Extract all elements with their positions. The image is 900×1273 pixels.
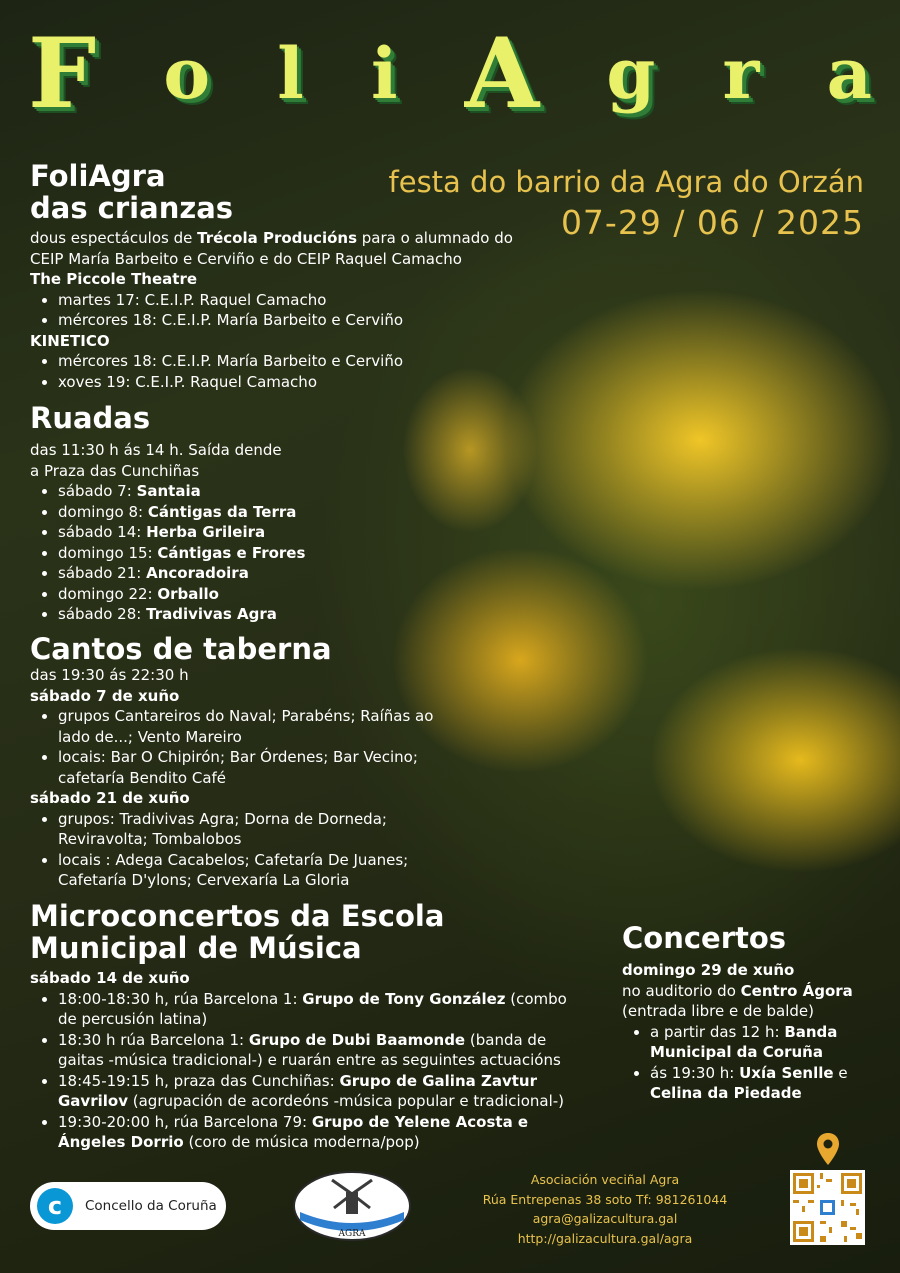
text: CEIP María Barbeito e Cerviño e do CEIP Raquel Camacho: [30, 249, 462, 268]
qr-code-icon: [790, 1170, 865, 1245]
text: Grupo de Yelene Acosta e Ángeles Dorrio: [58, 1112, 529, 1151]
section-ruadas: [30, 402, 590, 625]
email: agra@galizacultura.gal: [532, 1211, 678, 1226]
list-item: [58, 604, 590, 625]
address: Rúa Entrepenas 38 soto Tf: 981261044: [482, 1191, 728, 1207]
qr-code[interactable]: [790, 1170, 865, 1245]
show-name: The Piccole Theatre: [30, 270, 198, 288]
list-item: [650, 1063, 882, 1104]
list-item: • martes 17: C.E.I.P. Raquel Camacho: [58, 290, 590, 311]
list-item: [58, 584, 590, 605]
venue: [622, 981, 882, 1022]
text: Banda Municipal da Coruña: [650, 1022, 838, 1061]
list-item: [58, 543, 590, 564]
section-heading: FoliAgra: [30, 159, 166, 193]
title-letter: F: [28, 17, 97, 130]
event-date: sábado 21 de xuño: [30, 789, 190, 807]
title-letter: l: [277, 32, 304, 115]
section-heading: das crianzas: [30, 191, 234, 225]
text: Cántigas da Terra: [147, 502, 297, 521]
list-item: [58, 1030, 590, 1071]
text: sábado 21:: [58, 564, 147, 582]
text: Uxía Senlle: [739, 1063, 834, 1082]
text: 19:30-20:00 h, rúa Barcelona 79:: [58, 1112, 312, 1131]
subtitle-line: festa do barrio da Agra do Orzán: [388, 165, 864, 199]
text: (banda de gaitas -música tradicional-) e ruarán entre as seguintes actuacións: [58, 1030, 561, 1069]
concertos-list: [622, 1022, 882, 1104]
title-letter: o: [163, 32, 211, 115]
text: para o alumnado do: [357, 229, 513, 247]
text: Tradivivas Agra: [146, 605, 277, 623]
text: domingo 22:: [58, 584, 158, 603]
text: Ancoradoira: [146, 564, 249, 582]
list-item: • xoves 19: C.E.I.P. Raquel Camacho: [58, 372, 590, 393]
show-list: [30, 290, 590, 331]
title-letter: a: [826, 32, 872, 115]
text: Santaia: [136, 482, 201, 500]
date-range: 07-29 / 06 / 2025: [560, 203, 864, 242]
text: 18:00-18:30 h, rúa Barcelona 1:: [58, 989, 303, 1008]
list-item: [58, 563, 590, 584]
text: Grupo de Tony González: [302, 989, 506, 1008]
text: 18:45-19:15 h, praza das Cunchiñas:: [58, 1071, 340, 1090]
text: a partir das 12 h:: [650, 1022, 785, 1041]
section-cantos: [30, 633, 440, 891]
section-heading: Ruadas: [30, 401, 151, 435]
section-heading: Concertos: [622, 921, 787, 955]
windmill-logo-icon: [292, 1170, 412, 1242]
text: das 11:30 h ás 14 h. Saída dende: [30, 441, 282, 459]
list-item: [58, 1071, 590, 1112]
section-microconcertos: [30, 900, 590, 1153]
org-name: Asociación veciñal Agra: [530, 1172, 680, 1187]
text: sábado 14:: [58, 523, 147, 541]
text: Centro Ágora: [740, 981, 853, 1000]
cantos-list: [30, 706, 440, 788]
list-item: [58, 989, 590, 1030]
text: dous espectáculos de: [30, 229, 198, 247]
title-letter: g: [606, 32, 656, 115]
list-item: • grupos: Tradivivas Agra; Dorna de Dorneda; Reviravolta; Tombalobos: [58, 809, 440, 850]
micro-list: [30, 989, 590, 1153]
association-logo: [292, 1170, 412, 1242]
text: ás 19:30 h:: [650, 1063, 740, 1082]
text: (entrada libre e de balde): [622, 1002, 814, 1020]
section-crianzas: [30, 160, 590, 392]
location-pin-icon: [815, 1132, 841, 1166]
concello-icon: c: [37, 1188, 73, 1224]
text: sábado 28:: [58, 605, 147, 623]
ruadas-list: [30, 481, 590, 625]
website: http://galizacultura.gal/agra: [517, 1230, 693, 1246]
list-item: • grupos Cantareiros do Naval; Parabéns; Raíñas ao lado de...; Vento Mareiro: [58, 706, 440, 747]
title-letter: r: [722, 32, 760, 115]
text: (combo de percusión latina): [58, 989, 567, 1028]
text: a Praza das Cunchiñas: [30, 461, 200, 480]
list-item: • mércores 18: C.E.I.P. María Barbeito e Cerviño: [58, 351, 590, 372]
text: no auditorio do: [622, 981, 741, 1000]
section-heading: Microconcertos da Escola: [30, 899, 445, 933]
list-item: [58, 522, 590, 543]
list-item: [58, 502, 590, 523]
text: sábado 7:: [58, 482, 137, 500]
event-date: sábado 7 de xuño: [30, 686, 180, 705]
text: Herba Grileira: [146, 523, 266, 541]
section-heading: Municipal de Música: [30, 931, 362, 965]
text: Grupo de Galina Zavtur Gavrilov: [58, 1071, 537, 1110]
poster-title: [28, 14, 872, 134]
section-intro: das 19:30 ás 22:30 h: [30, 666, 189, 684]
text: e: [833, 1063, 848, 1082]
show-list: [30, 351, 590, 392]
contact-info: [470, 1170, 740, 1248]
text: domingo 8:: [58, 502, 148, 521]
text: 18:30 h rúa Barcelona 1:: [58, 1030, 249, 1049]
list-item: [58, 481, 590, 502]
list-item: • mércores 18: C.E.I.P. María Barbeito e Cerviño: [58, 310, 590, 331]
assoc-logo-word: AGRA: [338, 1229, 366, 1239]
cantos-list: [30, 809, 440, 891]
show-name: KINETICO: [30, 331, 110, 350]
section-heading: Cantos de taberna: [30, 632, 332, 666]
text: Trécola Producións: [197, 229, 358, 247]
text: (coro de música moderna/pop): [183, 1133, 420, 1151]
concello-logo: [30, 1182, 226, 1230]
text: domingo 15:: [58, 543, 158, 562]
list-item: • locais: Bar O Chipirón; Bar Órdenes; Bar Vecino; cafetaría Bendito Café: [58, 747, 440, 788]
section-concertos: [622, 922, 882, 1104]
concello-label: Concello da Coruña: [85, 1198, 217, 1214]
event-date: domingo 29 de xuño: [622, 961, 795, 979]
event-date: sábado 14 de xuño: [30, 969, 190, 987]
list-item: [650, 1022, 882, 1063]
text: Orballo: [157, 584, 219, 603]
text: Cántigas e Frores: [157, 543, 306, 562]
list-item: • locais : Adega Cacabelos; Cafetaría De Juanes; Cafetaría D'ylons; Cervexaría La Gloria: [58, 850, 440, 891]
section-intro: [30, 228, 590, 269]
section-intro: [30, 440, 590, 481]
text: (agrupación de acordeóns -música popular e tradicional-): [127, 1092, 565, 1110]
text: Celina da Piedade: [650, 1084, 802, 1102]
title-letter: A: [464, 17, 540, 130]
text: Grupo de Dubi Baamonde: [248, 1030, 466, 1049]
title-letter: i: [370, 32, 398, 115]
list-item: [58, 1112, 590, 1153]
